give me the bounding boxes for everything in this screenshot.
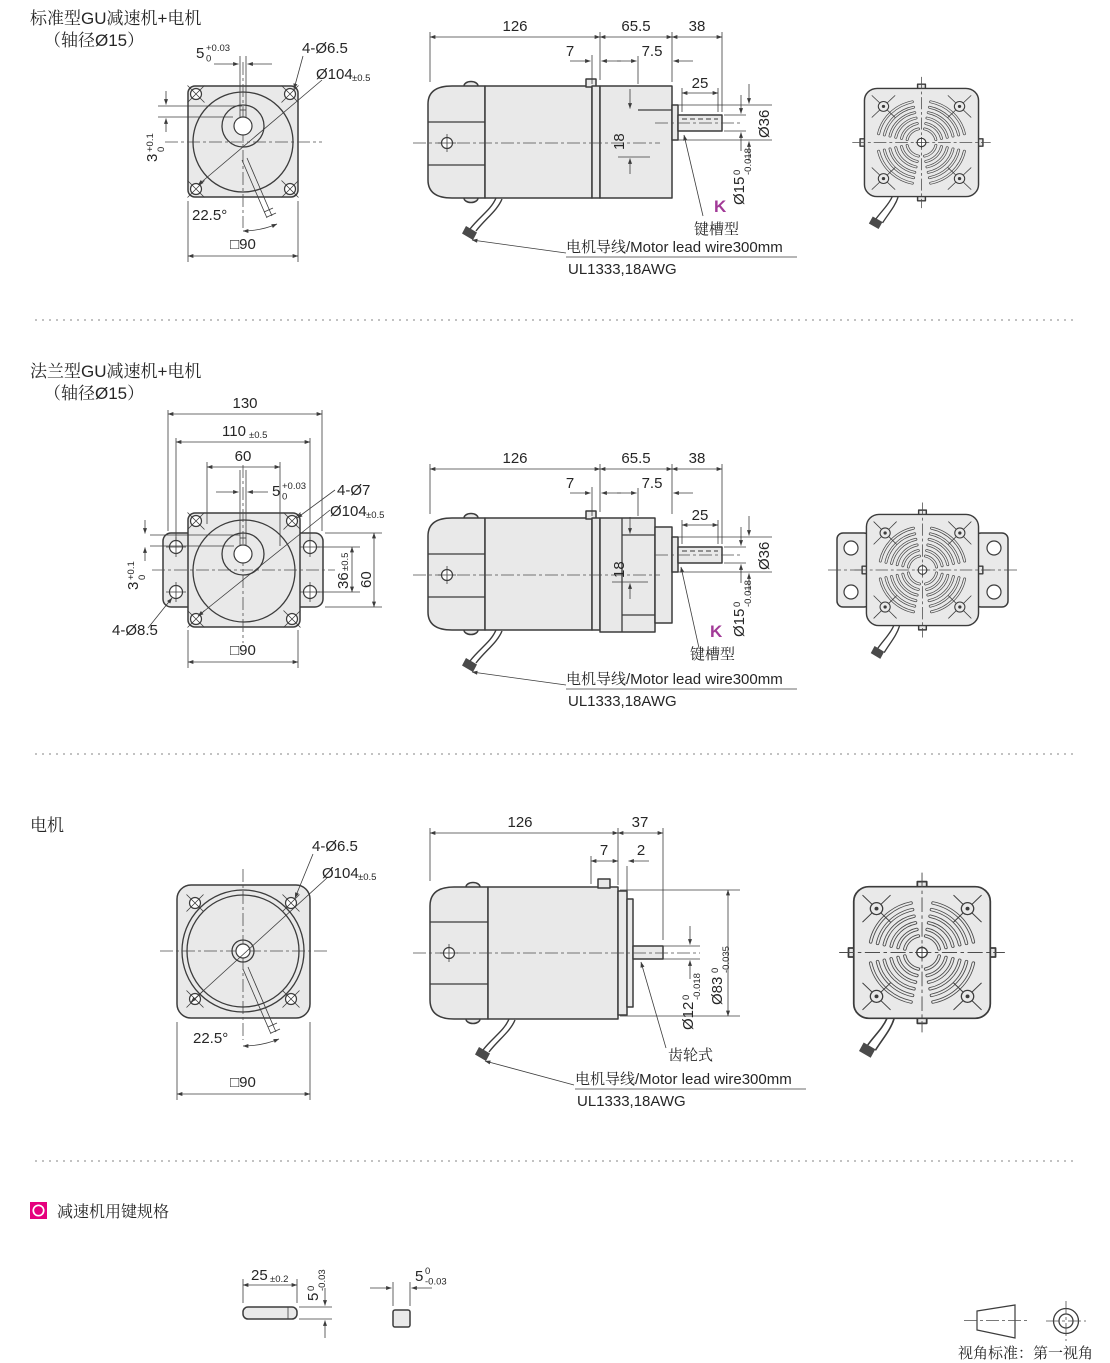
dim-bolt-circle-tol: ±0.5 bbox=[352, 73, 371, 84]
dim-keyway-width: 5 bbox=[196, 45, 205, 62]
keyway-type-label: 键槽型 bbox=[694, 221, 740, 238]
svg-text:0: 0 bbox=[710, 967, 721, 973]
svg-text:60: 60 bbox=[358, 571, 375, 588]
svg-text:+0.1: +0.1 bbox=[126, 561, 137, 580]
s3-side-view bbox=[413, 814, 806, 1110]
dim-key-len-tol: ±0.2 bbox=[270, 1274, 289, 1285]
svg-text:0: 0 bbox=[137, 574, 148, 580]
dim-gearbox-length: 65.5 bbox=[621, 18, 651, 35]
svg-text:0: 0 bbox=[732, 601, 743, 607]
lead-wire-note-2b: UL1333,18AWG bbox=[568, 693, 677, 710]
dim-gap-7-5-b: 7.5 bbox=[641, 475, 663, 492]
dim-motor-length-2: 126 bbox=[502, 450, 528, 467]
key-spec-heading: 减速机用键规格 bbox=[57, 1204, 170, 1221]
view-standard-label: 视角标准：第一视角 bbox=[958, 1345, 1094, 1362]
dim-keyway-width-2: 5 bbox=[272, 483, 281, 500]
svg-text:36: 36 bbox=[335, 572, 352, 589]
lead-wire-note-2c: UL1333,18AWG bbox=[577, 1093, 686, 1110]
s2-motor-lead-wire bbox=[462, 630, 502, 672]
dim-angle-3: 22.5° bbox=[193, 1030, 229, 1047]
dim-bolt-circle: Ø104 bbox=[316, 66, 353, 83]
svg-text:-0.035: -0.035 bbox=[721, 946, 732, 973]
s3-motor-lead-wire bbox=[475, 1019, 515, 1061]
dim-shaft-length-3: 37 bbox=[631, 814, 649, 831]
keyway-type-label-2: 键槽型 bbox=[690, 646, 736, 663]
svg-text:Ø12: Ø12 bbox=[680, 1001, 697, 1030]
s1-motor-lead-wire bbox=[462, 198, 502, 240]
dim-motor-length-3: 126 bbox=[507, 814, 533, 831]
dim-shaft-length-2: 38 bbox=[688, 450, 706, 467]
gear-type-label: 齿轮式 bbox=[668, 1047, 714, 1064]
section2-subtitle: （轴径Ø15） bbox=[44, 384, 145, 403]
svg-text:5: 5 bbox=[305, 1292, 322, 1301]
dim-key-width-tol-top: 0 bbox=[425, 1266, 431, 1277]
svg-text:3: 3 bbox=[144, 153, 161, 162]
dim-hole-spacing-h-tol: ±0.5 bbox=[249, 430, 268, 441]
svg-text:0: 0 bbox=[732, 169, 743, 175]
svg-text:-0.018: -0.018 bbox=[743, 148, 754, 175]
projection-symbol bbox=[958, 1301, 1093, 1362]
dim-gap-2: 2 bbox=[636, 842, 646, 859]
dim-gap-7: 7 bbox=[565, 43, 575, 60]
lead-wire-note-1: 电机导线/Motor lead wire300mm bbox=[566, 239, 783, 256]
dim-corner-holes-2: 4-Ø7 bbox=[337, 482, 371, 499]
dim-corner-holes-3: 4-Ø6.5 bbox=[312, 838, 358, 855]
section2-title: 法兰型GU减速机+电机 bbox=[30, 362, 202, 381]
key-section-view bbox=[370, 1266, 447, 1327]
svg-text:18: 18 bbox=[611, 561, 628, 578]
dim-square-size-3: □90 bbox=[230, 1074, 256, 1091]
dim-body-dia bbox=[709, 946, 732, 1005]
section-motor bbox=[30, 814, 1005, 1110]
dim-bolt-circle-3-tol: ±0.5 bbox=[358, 872, 377, 883]
keyway-code-k-2: K bbox=[710, 622, 723, 641]
s3-rear-view bbox=[839, 873, 1005, 1058]
svg-text:0: 0 bbox=[306, 1285, 317, 1291]
dim-keyway-width-tol-top: +0.03 bbox=[206, 43, 231, 54]
svg-text:-0.03: -0.03 bbox=[317, 1269, 328, 1291]
dim-18 bbox=[611, 133, 628, 150]
dim-keyway-width-tol-bot: 0 bbox=[206, 53, 212, 65]
dim-key-length-2: 25 bbox=[691, 507, 709, 524]
dim-key-len: 25 bbox=[251, 1267, 268, 1284]
s2-rear-view bbox=[828, 503, 1017, 659]
dim-hole-spacing-h: 110 bbox=[222, 423, 246, 440]
dim-key-width: 5 bbox=[415, 1268, 424, 1285]
svg-text:-0.018: -0.018 bbox=[743, 580, 754, 607]
svg-text:Ø15: Ø15 bbox=[731, 608, 748, 637]
key-plan-view bbox=[243, 1267, 332, 1338]
svg-text:0: 0 bbox=[156, 146, 167, 152]
dim-bolt-circle-3: Ø104 bbox=[322, 865, 359, 882]
svg-text:-0.018: -0.018 bbox=[692, 973, 703, 1000]
dim-motor-length: 126 bbox=[502, 18, 528, 35]
dim-flange-height bbox=[358, 571, 375, 588]
section-flange bbox=[30, 362, 1017, 710]
keyway-code-k: K bbox=[714, 197, 727, 216]
svg-text:Ø36: Ø36 bbox=[756, 541, 773, 570]
svg-text:0: 0 bbox=[681, 994, 692, 1000]
dim-boss-dia-2 bbox=[756, 542, 773, 570]
dim-gap-7-c: 7 bbox=[599, 842, 609, 859]
dim-flange-holes: 4-Ø8.5 bbox=[112, 622, 158, 639]
svg-text:3: 3 bbox=[125, 581, 142, 590]
dim-bolt-circle-2: Ø104 bbox=[330, 503, 367, 520]
dim-gearbox-length-2: 65.5 bbox=[621, 450, 651, 467]
lead-wire-note-1b: 电机导线/Motor lead wire300mm bbox=[566, 671, 783, 688]
dim-key-length: 25 bbox=[691, 75, 709, 92]
dim-corner-holes: 4-Ø6.5 bbox=[302, 40, 348, 57]
section3-title: 电机 bbox=[30, 816, 64, 835]
s1-rear-view bbox=[852, 77, 990, 229]
dim-key-width-tol-bot: -0.03 bbox=[425, 1276, 447, 1288]
s2-front-view bbox=[112, 395, 384, 668]
dim-angle: 22.5° bbox=[192, 207, 228, 224]
dim-flange-width: 130 bbox=[232, 395, 258, 412]
dim-60-top: 60 bbox=[234, 448, 252, 465]
section1-subtitle: （轴径Ø15） bbox=[44, 31, 145, 50]
svg-text:±0.5: ±0.5 bbox=[340, 552, 351, 571]
dim-18-b bbox=[611, 561, 628, 578]
dim-keyway-width-2-tol-top: +0.03 bbox=[282, 481, 307, 492]
key-spec-section bbox=[30, 1202, 447, 1338]
dim-keyway-depth bbox=[144, 133, 167, 162]
s1-front-view bbox=[144, 40, 370, 262]
dim-keyway-depth-2 bbox=[125, 561, 148, 590]
s3-front-view bbox=[160, 838, 376, 1100]
dim-gap-7-b: 7 bbox=[565, 475, 575, 492]
dim-gap-7-5: 7.5 bbox=[641, 43, 663, 60]
lead-wire-note-2: UL1333,18AWG bbox=[568, 261, 677, 278]
svg-text:18: 18 bbox=[611, 133, 628, 150]
svg-text:Ø36: Ø36 bbox=[756, 109, 773, 138]
dim-square-size-2: □90 bbox=[230, 642, 256, 659]
lead-wire-note-1c: 电机导线/Motor lead wire300mm bbox=[575, 1071, 792, 1088]
dim-hole-spacing-v bbox=[335, 553, 352, 589]
svg-text:+0.1: +0.1 bbox=[145, 133, 156, 152]
section1-title: 标准型GU减速机+电机 bbox=[30, 9, 202, 28]
s1-side-view bbox=[413, 18, 797, 278]
section-standard bbox=[30, 9, 991, 278]
dim-key-height bbox=[305, 1269, 328, 1301]
dim-keyway-width-2-tol-bot: 0 bbox=[282, 491, 288, 503]
s2-side-view bbox=[413, 450, 797, 710]
dim-square-size: □90 bbox=[230, 236, 256, 253]
dim-boss-dia bbox=[756, 110, 773, 138]
dim-shaft-length: 38 bbox=[688, 18, 706, 35]
dim-shaft-dia bbox=[731, 148, 754, 205]
svg-text:Ø83: Ø83 bbox=[709, 976, 726, 1005]
dim-shaft-dia-2 bbox=[731, 580, 754, 637]
svg-text:Ø15: Ø15 bbox=[731, 176, 748, 205]
dim-shaft-dia-3 bbox=[680, 973, 703, 1030]
dim-bolt-circle-2-tol: ±0.5 bbox=[366, 510, 385, 521]
